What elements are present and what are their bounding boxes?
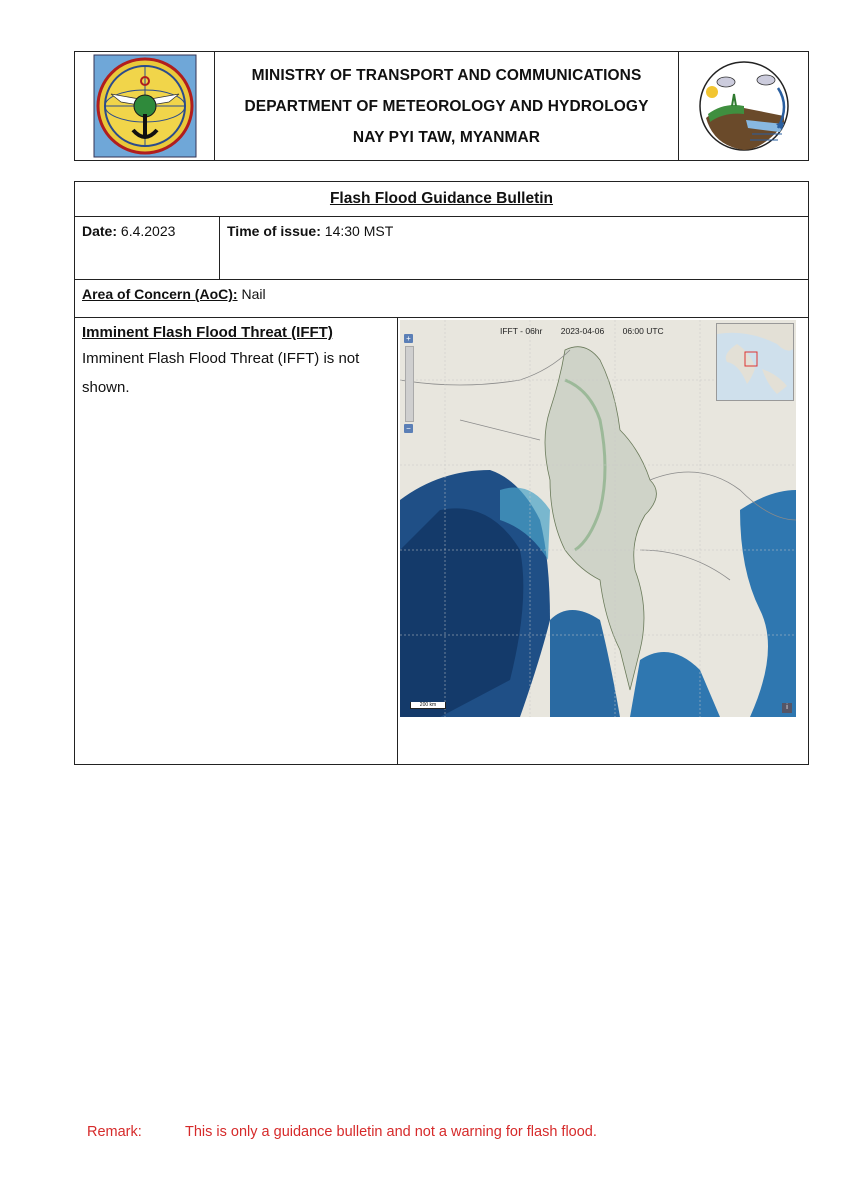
- bulletin-table: [74, 181, 809, 765]
- ifft-row: [75, 318, 808, 765]
- ministry-emblem-icon: [93, 54, 197, 158]
- map-header: [500, 326, 680, 336]
- ministry-name: MINISTRY OF TRANSPORT AND COMMUNICATIONS: [251, 66, 642, 84]
- location-name: NAY PYI TAW, MYANMAR: [352, 128, 541, 146]
- zoom-in-button[interactable]: +: [404, 334, 413, 343]
- ifft-heading: Imminent Flash Flood Threat (IFFT): [82, 324, 333, 341]
- overview-inset-map[interactable]: [716, 323, 794, 401]
- aoc-label: Area of Concern (AoC):: [82, 286, 238, 302]
- bulletin-title: Flash Flood Guidance Bulletin: [329, 190, 554, 207]
- scale-bar: 200 km: [410, 702, 446, 709]
- left-logo-cell: [75, 52, 215, 160]
- time-cell: [220, 217, 808, 279]
- map-info-button[interactable]: i: [782, 703, 792, 713]
- ministry-title-block: [215, 52, 678, 160]
- time-label: Time of issue:: [227, 223, 321, 239]
- remark-text: This is only a guidance bulletin and not a warning for flash flood.: [185, 1124, 597, 1140]
- header-table: [74, 51, 809, 161]
- time-value: 14:30 MST: [324, 223, 394, 239]
- remark: [87, 1124, 597, 1140]
- ifft-map[interactable]: [400, 320, 796, 717]
- map-time-label: 06:00 UTC: [622, 326, 664, 336]
- bulletin-title-row: [75, 182, 808, 217]
- remark-label: Remark:: [87, 1124, 142, 1140]
- date-cell: [75, 217, 220, 279]
- map-product-label: IFFT - 06hr: [500, 326, 543, 336]
- overview-map-icon: [717, 324, 793, 400]
- zoom-slider[interactable]: [405, 346, 414, 422]
- zoom-out-button[interactable]: −: [404, 424, 413, 433]
- ifft-text: Imminent Flash Flood Threat (IFFT) is not shown.: [82, 350, 360, 396]
- map-date-label: 2023-04-06: [560, 326, 605, 336]
- date-time-row: [75, 217, 808, 280]
- aoc-value: Nail: [241, 286, 266, 302]
- right-logo-cell: [678, 52, 808, 160]
- date-value: 6.4.2023: [120, 223, 176, 239]
- date-label: Date:: [82, 223, 118, 239]
- ifft-map-cell: [398, 318, 808, 765]
- department-name: DEPARTMENT OF METEOROLOGY AND HYDROLOGY: [244, 97, 649, 115]
- ifft-description-cell: [75, 318, 398, 765]
- area-of-concern-row: [75, 280, 808, 318]
- hydrological-cycle-icon: [692, 58, 796, 154]
